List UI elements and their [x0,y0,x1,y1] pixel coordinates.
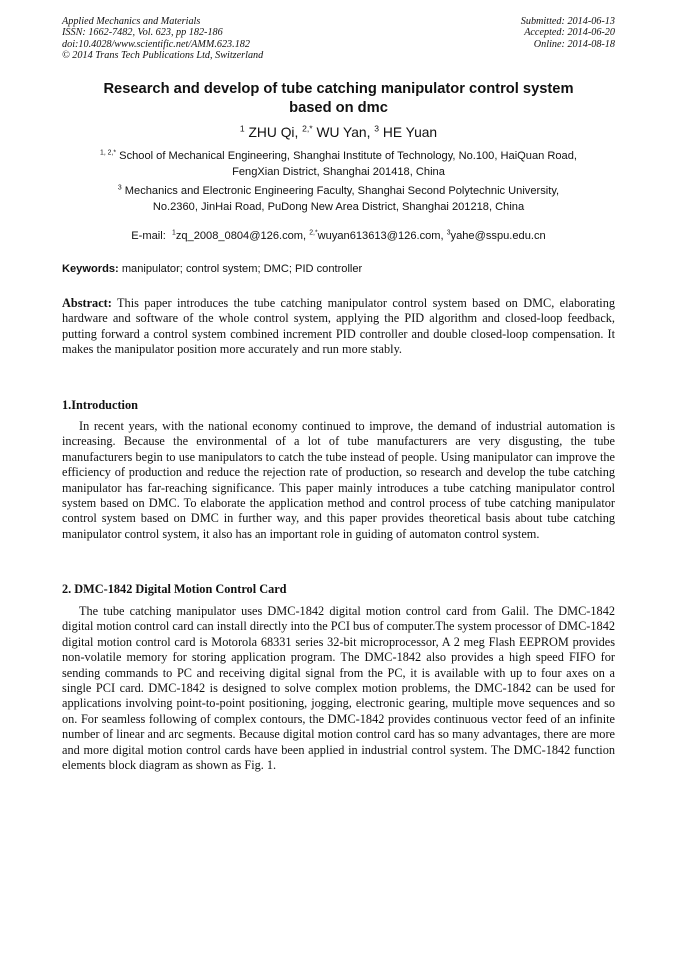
accepted-date: Accepted: 2014-06-20 [524,27,615,39]
email-3[interactable]: yahe@sspu.edu.cn [450,230,546,242]
online-date: Online: 2014-08-18 [533,38,615,50]
submitted-date: Submitted: 2014-06-13 [520,16,615,27]
journal-issn: ISSN: 1662-7482, Vol. 623, pp 182-186 [62,27,223,39]
title-line-1: Research and develop of tube catching manipulator control system [103,81,574,97]
journal-info [62,16,402,61]
author-1-mark: 1 [239,123,245,134]
affiliation-1-mark: 1, 2,* [100,149,117,157]
title-line-2: based on dmc [289,100,388,116]
email-3-mark: 3 [446,229,451,237]
email-2[interactable]: wuyan613613@126.com, [317,230,444,242]
author-list [62,124,615,141]
section-1-heading: 1.Introduction [62,398,138,412]
publication-dates [375,16,615,50]
keywords-text: manipulator; control system; DMC; PID controller [121,263,363,275]
keywords [62,262,615,277]
journal-name: Applied Mechanics and Materials [62,16,201,27]
author-2: WU Yan, [316,125,371,140]
section-2-paragraph: The tube catching manipulator uses DMC-1842 digital motion control card from Galil. The DMC-1842 digital motion control card can install directly into the PCI bus of computer.The system processor of DMC-1842 digital motion control card is Motorola 68331 series 32-bit microprocessor, A 2 meg Flash EEPROM provides non-volatile memory for storing application program. The DMC-1842 also provides a high speed FIFO for sending commands to PC and receiving digital signal from the PC, it is available with up to four axes on a single PCI card. DMC-1842 is designed to solve complex motion problems, the DMC-1842 can be used for applications involving point-to-point positioning, jogging, electronic gearing, multiple move sequences and so on. For seamless following of complex contours, the DMC-1842 provides continuous vector feed of an infinite number of linear and arc segments. Because digital motion control card has so many advantages, there are more and more digital motion control cards have been applied in industrial control system. The DMC-1842 function elements block diagram as shown as Fig. 1. [62,604,615,773]
email-label: E-mail: [131,230,166,242]
affiliation-2-line-2: No.2360, JinHai Road, PuDong New Area District, Shanghai 201218, China [152,200,525,213]
journal-copyright: © 2014 Trans Tech Publications Ltd, Switzerland [62,49,264,61]
email-1[interactable]: zq_2008_0804@126.com, [175,230,307,242]
author-3: HE Yuan [382,125,438,140]
affiliation-1 [62,149,615,180]
abstract [62,296,615,358]
abstract-label: Abstract: [62,296,112,310]
author-2-mark: 2,* [302,123,313,134]
section-1-paragraph: In recent years, with the national economy continued to improve, the demand of industrial automation is increasing. Because the environmental of a lot of tube manufacturers are very disgusting, the tube manufacturers begin to use manipulators to catch the tube instead of people. Using manipulator can improve the efficiency of production and reduce the rejection rate of production, so research and develop the tube catching manipulator has far-reaching significance. This paper mainly introduces a tube catching manipulator control system based on DMC. To elaborate the application method and control process of tube catching manipulator control system based on DMC in further way, and this paper provides theoretical basis about tube catching manipulator control system, it also has an important role in guiding of automaton control system. [62,419,615,541]
affiliation-2 [62,184,615,215]
affiliation-1-line-2: FengXian District, Shanghai 201418, China [232,165,445,178]
affiliation-2-line-1: Mechanics and Electronic Engineering Faculty, Shanghai Second Polytechnic University, [124,185,560,197]
paper-title [62,80,615,118]
section-2-heading: 2. DMC-1842 Digital Motion Control Card [62,582,287,596]
affiliation-2-mark: 3 [117,184,122,192]
abstract-text: This paper introduces the tube catching manipulator control system based on DMC, elaborating hardware and software of the whole control system, applying the PID algorithm and closed-loop feedback, putting forward a control system combined increment PID controller and double closed-loop compensation. It makes the manipulator position more accurately and run more stably. [62,296,615,357]
keywords-label: Keywords: [62,263,119,275]
author-1: ZHU Qi, [248,125,299,140]
journal-doi: doi:10.4028/www.scientific.net/AMM.623.182 [62,38,250,50]
affiliation-1-line-1: School of Mechanical Engineering, Shanghai Institute of Technology, No.100, HaiQuan Road, [119,150,577,162]
email-line [62,229,615,244]
author-3-mark: 3 [374,123,380,134]
email-2-mark: 2,* [309,229,318,237]
email-1-mark: 1 [171,229,176,237]
